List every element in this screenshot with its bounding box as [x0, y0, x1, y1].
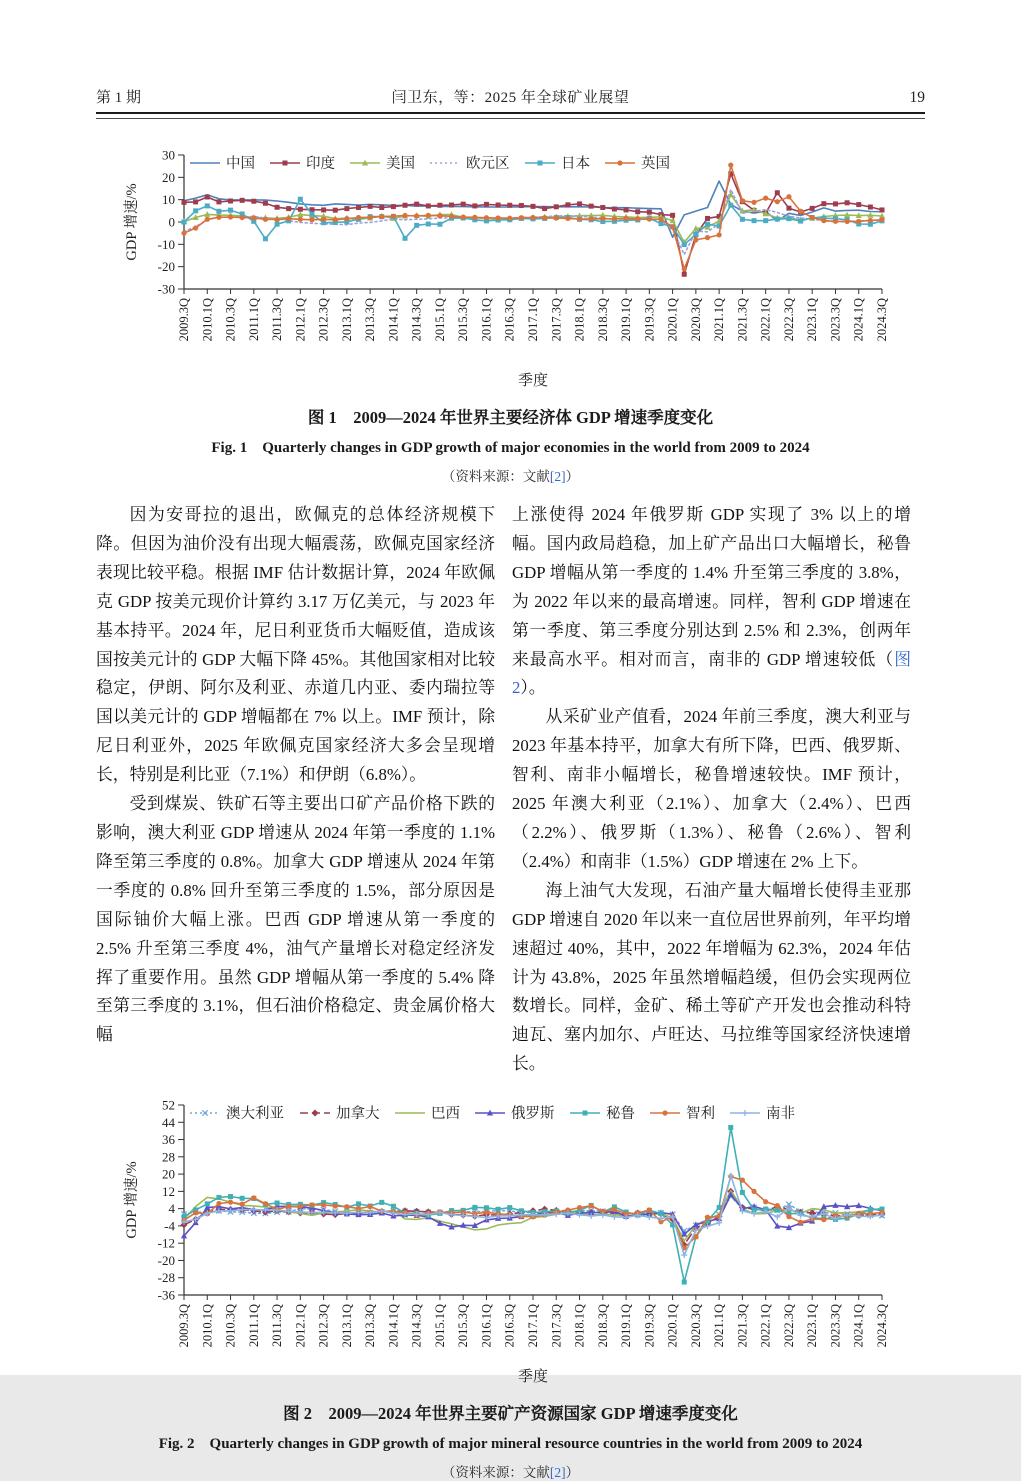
svg-text:2016.1Q: 2016.1Q: [478, 1304, 493, 1348]
svg-text:2022.1Q: 2022.1Q: [758, 298, 773, 342]
figure1-reference-link[interactable]: [2]: [549, 469, 566, 484]
page-header: [96, 86, 925, 107]
figure1-source: [96, 465, 925, 485]
svg-text:2016.1Q: 2016.1Q: [478, 298, 493, 342]
body-text: [96, 501, 925, 1079]
svg-text:2020.1Q: 2020.1Q: [665, 298, 680, 342]
svg-text:2018.1Q: 2018.1Q: [572, 298, 587, 342]
svg-text:2024.3Q: 2024.3Q: [874, 298, 889, 342]
svg-text:2024.1Q: 2024.1Q: [851, 1304, 866, 1348]
svg-text:GDP 增速/%: GDP 增速/%: [123, 183, 140, 261]
svg-text:印度: 印度: [305, 156, 335, 172]
svg-text:2023.3Q: 2023.3Q: [827, 298, 842, 342]
svg-text:2015.1Q: 2015.1Q: [432, 1304, 447, 1348]
svg-text:2015.3Q: 2015.3Q: [455, 1304, 470, 1348]
svg-text:52: 52: [161, 1097, 175, 1113]
svg-text:2011.1Q: 2011.1Q: [246, 298, 261, 341]
paragraph-russia-peru-chile: [512, 501, 911, 703]
svg-text:加拿大: 加拿大: [335, 1106, 379, 1123]
svg-text:2009.3Q: 2009.3Q: [176, 1304, 191, 1348]
svg-text:季度: 季度: [517, 1369, 548, 1386]
figure2-reference-link[interactable]: [2]: [549, 1465, 566, 1481]
figure2-inline-link[interactable]: 图 2: [512, 649, 911, 698]
header-rule: [96, 112, 925, 119]
svg-text:2015.3Q: 2015.3Q: [455, 298, 470, 342]
paragraph-mining-output: 从采矿业产值看，2024 年前三季度，澳大利亚与 2023 年基本持平，加拿大有所下降，巴西、俄罗斯、智利、南非小幅增长，秘鲁增速较快。IMF 预计，2025 年澳大利亚（2.1%）、加拿大（2.4%）、巴西（2.2%）、俄罗斯（1.3%）、秘鲁（2.6%）、智利（2.4%）和南非（1.5%）GDP 增速在 2% 上下。: [512, 707, 911, 871]
svg-text:2019.1Q: 2019.1Q: [618, 1304, 633, 1348]
svg-text:2012.1Q: 2012.1Q: [292, 1304, 307, 1348]
svg-text:2024.3Q: 2024.3Q: [874, 1304, 889, 1348]
svg-text:2010.1Q: 2010.1Q: [199, 298, 214, 342]
svg-text:2011.3Q: 2011.3Q: [269, 1304, 284, 1348]
svg-text:-36: -36: [157, 1287, 175, 1303]
svg-text:2013.3Q: 2013.3Q: [362, 1304, 377, 1348]
svg-text:美国: 美国: [385, 156, 415, 172]
svg-text:2013.3Q: 2013.3Q: [362, 298, 377, 342]
svg-text:2018.1Q: 2018.1Q: [572, 1304, 587, 1348]
figure2-source-text: （资料来源：文献: [441, 1465, 550, 1481]
svg-text:南非: 南非: [765, 1106, 795, 1123]
svg-text:2019.1Q: 2019.1Q: [618, 297, 633, 342]
figure1-caption-en: Fig. 1 Quarterly changes in GDP growth of major economies in the world from 2009 to 2024: [211, 440, 810, 456]
figure1-source-close: ）: [565, 469, 580, 484]
svg-text:28: 28: [161, 1149, 175, 1165]
svg-text:2023.3Q: 2023.3Q: [827, 1304, 842, 1348]
svg-text:2019.3Q: 2019.3Q: [641, 298, 656, 342]
svg-text:2014.1Q: 2014.1Q: [385, 298, 400, 342]
svg-text:2018.3Q: 2018.3Q: [595, 1304, 610, 1348]
figure1-source-text: （资料来源：文献: [441, 469, 550, 484]
svg-text:44: 44: [161, 1114, 175, 1130]
figure2-caption-zh: 图 2 2009—2024 年世界主要矿产资源国家 GDP 增速季度变化: [283, 1404, 738, 1424]
svg-text:2021.3Q: 2021.3Q: [734, 298, 749, 342]
svg-text:澳大利亚: 澳大利亚: [225, 1106, 284, 1123]
figure2-source-close: ）: [565, 1465, 580, 1481]
svg-text:2016.3Q: 2016.3Q: [502, 1304, 517, 1348]
svg-text:-20: -20: [157, 259, 175, 275]
svg-text:2011.3Q: 2011.3Q: [269, 298, 284, 341]
svg-text:2020.1Q: 2020.1Q: [665, 1304, 680, 1348]
running-title: 闫卫东，等：2025 年全球矿业展望: [391, 90, 630, 106]
page-number: 19: [909, 89, 925, 106]
figure1-chart: [120, 139, 902, 395]
svg-text:巴西: 巴西: [430, 1106, 460, 1123]
figure2-chart: [120, 1087, 902, 1391]
svg-text:36: 36: [161, 1132, 175, 1148]
figure1-caption: [96, 404, 925, 485]
figure2-source: [96, 1461, 925, 1481]
svg-text:2023.1Q: 2023.1Q: [804, 1304, 819, 1348]
svg-text:日本: 日本: [560, 156, 590, 172]
svg-text:2010.3Q: 2010.3Q: [223, 298, 238, 342]
svg-text:GDP 增速/%: GDP 增速/%: [123, 1161, 140, 1239]
svg-text:2012.3Q: 2012.3Q: [316, 1304, 331, 1348]
svg-text:2020.3Q: 2020.3Q: [688, 1304, 703, 1348]
svg-text:2012.1Q: 2012.1Q: [292, 298, 307, 342]
svg-text:4: 4: [168, 1201, 175, 1217]
svg-text:中国: 中国: [225, 156, 255, 172]
svg-text:2013.1Q: 2013.1Q: [339, 1304, 354, 1348]
svg-text:2010.1Q: 2010.1Q: [199, 1304, 214, 1348]
svg-text:2022.3Q: 2022.3Q: [781, 1304, 796, 1348]
svg-text:2017.1Q: 2017.1Q: [525, 298, 540, 342]
svg-text:秘鲁: 秘鲁: [605, 1106, 635, 1123]
svg-text:2017.3Q: 2017.3Q: [548, 1304, 563, 1348]
svg-text:2016.3Q: 2016.3Q: [502, 298, 517, 342]
svg-text:30: 30: [161, 147, 175, 163]
svg-text:20: 20: [161, 1166, 175, 1182]
svg-text:2022.1Q: 2022.1Q: [758, 1304, 773, 1348]
svg-text:2014.3Q: 2014.3Q: [409, 1304, 424, 1348]
paragraph-text-close: ）。: [520, 678, 546, 698]
figure-1: [96, 139, 925, 485]
svg-text:2017.3Q: 2017.3Q: [548, 298, 563, 342]
svg-text:英国: 英国: [640, 156, 670, 172]
paragraph-guyana: 海上油气大发现，石油产量大幅增长使得圭亚那 GDP 增速自 2020 年以来一直位居世界前列，年平均增速超过 40%，其中，2022 年增幅为 62.3%，2024 年估计为 43.8%，2025 年虽然增幅趋缓，但仍会实现两位数增长。同样，金矿、稀土等矿产开发也会推动科特迪瓦、塞内加尔、卢旺达、马拉维等国家经济快速增长。: [512, 880, 911, 1074]
left-column: [96, 501, 495, 1079]
svg-text:2017.1Q: 2017.1Q: [525, 1304, 540, 1348]
svg-text:2015.1Q: 2015.1Q: [432, 298, 447, 342]
svg-text:20: 20: [161, 169, 175, 185]
paragraph-opec: 因为安哥拉的退出，欧佩克的总体经济规模下降。但因为油价没有出现大幅震荡，欧佩克国家经济表现比较平稳。根据 IMF 估计数据计算，2024 年欧佩克 GDP 按美元现价计算约 3.17 万亿美元，与 2023 年基本持平。2024 年，尼日利亚货币大幅贬值，造成该国按美元计的 GDP 大幅下降 45%。其他国家相对比较稳定，伊朗、阿尔及利亚、赤道几内亚、委内瑞拉等国以美元计的 GDP 增幅都在 7% 以上。IMF 预计，除尼日利亚外，2025 年欧佩克国家经济大多会呈现增长，特别是利比亚（7.1%）和伊朗（6.8%）。: [96, 505, 495, 785]
right-column: [512, 501, 911, 1079]
svg-text:欧元区: 欧元区: [465, 156, 509, 172]
figure2-caption: [96, 1400, 925, 1481]
svg-text:10: 10: [161, 192, 175, 208]
svg-text:-30: -30: [157, 281, 175, 297]
svg-text:2014.3Q: 2014.3Q: [409, 298, 424, 342]
svg-text:智利: 智利: [685, 1106, 715, 1123]
paragraph-mineral-exporters: 受到煤炭、铁矿石等主要出口矿产品价格下跌的影响，澳大利亚 GDP 增速从 2024 年第一季度的 1.1% 降至第三季度的 0.8%。加拿大 GDP 增速从 2024 年第一季度的 0.8% 回升至第三季度的 1.5%，部分原因是国际铀价大幅上涨。巴西 GDP 增速从第一季度的 2.5% 升至第三季度 4%，油气产量增长对稳定经济发挥了重要作用。虽然 GDP 增幅从第一季度的 5.4% 降至第三季度的 3.1%，但石油价格稳定、贵金属价格大幅: [96, 794, 495, 1045]
svg-text:2021.1Q: 2021.1Q: [711, 298, 726, 342]
paragraph-text: 上涨使得 2024 年俄罗斯 GDP 实现了 3% 以上的增幅。国内政局趋稳，加上矿产品出口大幅增长，秘鲁 GDP 增幅从第一季度的 1.4% 升至第三季度的 3.8%，为 2022 年以来的最高增速。同样，智利 GDP 增速在第一季度、第三季度分别达到 2.5% 和 2.3%，创两年来最高水平。相对而言，南非的 GDP 增速较低（: [512, 505, 911, 669]
svg-text:-12: -12: [157, 1235, 175, 1251]
svg-text:2010.3Q: 2010.3Q: [223, 1304, 238, 1348]
figure-2: [96, 1087, 925, 1481]
svg-text:俄罗斯: 俄罗斯: [510, 1106, 554, 1123]
svg-text:2024.1Q: 2024.1Q: [851, 298, 866, 342]
svg-text:-20: -20: [157, 1253, 175, 1269]
svg-text:12: 12: [161, 1183, 175, 1199]
svg-text:-28: -28: [157, 1270, 175, 1286]
svg-text:2011.1Q: 2011.1Q: [246, 1304, 261, 1348]
svg-text:2013.1Q: 2013.1Q: [339, 298, 354, 342]
svg-text:2022.3Q: 2022.3Q: [781, 298, 796, 342]
journal-issue: 第 1 期: [96, 90, 142, 106]
svg-text:季度: 季度: [517, 373, 548, 389]
svg-text:2023.1Q: 2023.1Q: [804, 298, 819, 342]
svg-text:2020.3Q: 2020.3Q: [688, 298, 703, 342]
svg-text:-4: -4: [163, 1218, 175, 1234]
svg-text:2009.3Q: 2009.3Q: [176, 298, 191, 342]
svg-text:2021.3Q: 2021.3Q: [734, 1304, 749, 1348]
figure2-caption-en: Fig. 2 Quarterly changes in GDP growth of major mineral resource countries in the world from 2009 to 2024: [158, 1436, 863, 1453]
svg-text:2012.3Q: 2012.3Q: [316, 298, 331, 342]
svg-text:2021.1Q: 2021.1Q: [711, 1304, 726, 1348]
svg-text:-10: -10: [157, 236, 175, 252]
svg-text:2019.3Q: 2019.3Q: [641, 1304, 656, 1348]
svg-text:0: 0: [168, 214, 175, 230]
figure1-caption-zh: 图 1 2009—2024 年世界主要经济体 GDP 增速季度变化: [307, 408, 714, 427]
svg-text:2014.1Q: 2014.1Q: [385, 1304, 400, 1348]
svg-text:2018.3Q: 2018.3Q: [595, 298, 610, 342]
